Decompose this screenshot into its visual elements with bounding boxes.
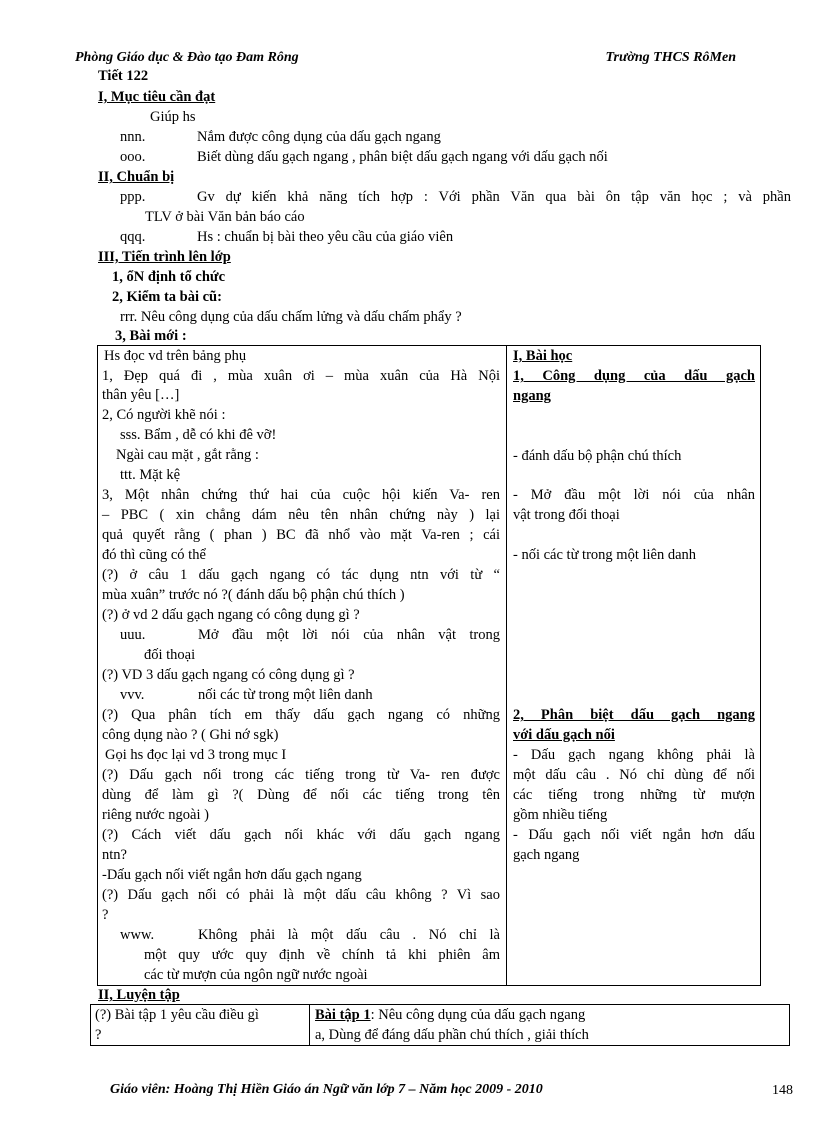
list-number: www. <box>120 927 155 943</box>
list-number: nnn. <box>120 129 146 145</box>
list-item: Nắm được công dụng của dấu gạch ngang <box>197 129 441 145</box>
table-line: - nối các từ trong một liên danh <box>513 547 697 563</box>
table-line: - Dấu gạch ngang không phải là <box>513 747 755 763</box>
table-line: Gọi hs đọc lại vd 3 trong mục I <box>105 747 287 763</box>
lesson-table <box>97 345 761 986</box>
section-1-intro: Giúp hs <box>150 109 196 125</box>
review-question: rrr. Nêu công dụng của dấu chấm lửng và dấu chấm phẩy ? <box>120 309 462 325</box>
table-line: thân yêu […] <box>102 387 180 403</box>
lesson-heading: I, Bài học <box>513 348 573 364</box>
list-item: Hs : chuẩn bị bài theo yêu cầu của giáo viên <box>197 229 454 245</box>
practice-table <box>90 1004 790 1046</box>
table-line: mùa xuân” trước nó ?( đánh dấu bộ phận chú thích ) <box>102 587 405 603</box>
table-line: các từ mượn của ngôn ngữ nước ngoài <box>144 967 368 983</box>
table-line: - đánh dấu bộ phận chú thích <box>513 448 682 464</box>
table-line: - Dấu gạch nối viết ngắn hơn dấu <box>513 827 755 843</box>
table-line: đó thì cũng có thể <box>102 547 206 563</box>
list-number: ooo. <box>120 149 146 165</box>
table-line: Không phải là một dấu câu . Nó chỉ là <box>198 927 500 943</box>
table-line: gồm nhiều tiếng <box>513 807 608 823</box>
table-line: a, Dùng để đáng dấu phần chú thích , giải thích <box>315 1027 589 1043</box>
table-line: nối các từ trong một liên danh <box>198 687 373 703</box>
table-line: – PBC ( xin chẳng dám nêu tên nhân chứng này ) lại <box>102 507 500 523</box>
table-line: 3, Một nhân chứng thứ hai của cuộc hội kiến Va- ren <box>102 487 500 503</box>
lesson-subheading: 1, Công dụng của dấu gạch <box>513 368 755 384</box>
list-number: qqq. <box>120 229 146 245</box>
lesson-subheading: với dấu gạch nối <box>513 727 615 743</box>
list-item-continuation: TLV ở bài Văn bản báo cáo <box>145 209 305 225</box>
list-number: uuu. <box>120 627 146 643</box>
table-line: dùng để làm gì ?( Dùng để nối các tiếng trong tên <box>102 787 500 803</box>
table-line: 1, Đẹp quá đi , mùa xuân ơi – mùa xuân của Hà Nội <box>102 368 500 384</box>
practice-title: II, Luyện tập <box>98 987 180 1003</box>
list-number: ppp. <box>120 189 146 205</box>
table-line: đối thoại <box>144 647 196 663</box>
teacher-student-activity-cell <box>98 346 507 986</box>
table-line: các tiếng trong những từ mượn <box>513 787 755 803</box>
lesson-subheading: ngang <box>513 388 551 404</box>
table-line: ttt. Mặt kệ <box>120 467 181 483</box>
table-line: vật trong đối thoại <box>513 507 620 523</box>
list-item: Gv dự kiến khả năng tích hợp : Với phần Văn qua bài ôn tập văn học ; và phần <box>197 189 791 205</box>
table-line: một quy ước quy định về chính tả khi phiên âm <box>144 947 500 963</box>
step-2: 2, Kiểm ta bài cũ: <box>112 289 222 305</box>
lesson-number: Tiết 122 <box>98 68 149 84</box>
table-line: (?) Dấu gạch nối có phải là một dấu câu không ? Vì sao <box>102 887 500 903</box>
section-3-title: III, Tiến trình lên lớp <box>98 249 231 265</box>
table-line: ntn? <box>102 847 127 863</box>
table-line: -Dấu gạch nối viết ngắn hơn dấu gạch ngang <box>102 867 362 883</box>
step-1: 1, ổN định tổ chức <box>112 269 226 285</box>
lesson-subheading: 2, Phân biệt dấu gạch ngang <box>513 707 755 723</box>
table-line: một dấu câu . Nó chỉ dùng để nối <box>513 767 755 783</box>
page-number: 148 <box>772 1083 793 1098</box>
practice-answer-cell <box>310 1005 790 1046</box>
table-line: ? <box>95 1027 102 1043</box>
table-line: riêng nước ngoài ) <box>102 807 209 823</box>
table-line: (?) VD 3 dấu gạch ngang có công dụng gì ? <box>102 667 355 683</box>
table-line: (?) Bài tập 1 yêu cầu điều gì <box>95 1007 259 1023</box>
step-3: 3, Bài mới : <box>115 328 187 344</box>
header-left: Phòng Giáo dục & Đào tạo Đam Rông <box>75 50 299 65</box>
table-line: Mở đầu một lời nói của nhân vật trong <box>198 627 500 643</box>
table-line: Ngài cau mặt , gắt rằng : <box>116 447 259 463</box>
exercise-label: Bài tập 1 <box>315 1007 371 1023</box>
table-line: ? <box>102 907 109 923</box>
header-right: Trường THCS RôMen <box>605 50 736 65</box>
table-line: 2, Có người khẽ nói : <box>102 407 226 423</box>
table-line: gạch ngang <box>513 847 580 863</box>
table-line: quả quyết rằng ( phan ) BC đã nhổ vào mặt Va-ren ; cái <box>102 527 500 543</box>
exercise-line <box>315 1006 585 1026</box>
table-line: - Mở đầu một lời nói của nhân <box>513 487 755 503</box>
table-line: Hs đọc vd trên bảng phụ <box>104 348 247 364</box>
table-line: (?) Qua phân tích em thấy dấu gạch ngang có những <box>102 707 500 723</box>
table-line: (?) ở vd 2 dấu gạch ngang có công dụng gì ? <box>102 607 360 623</box>
footer-text: Giáo viên: Hoàng Thị Hiền Giáo án Ngữ văn lớp 7 – Năm học 2009 - 2010 <box>110 1082 543 1097</box>
exercise-text: : Nêu công dụng của dấu gạch ngang <box>370 1007 586 1023</box>
section-2-title: II, Chuẩn bị <box>98 169 175 185</box>
list-number: vvv. <box>120 687 145 703</box>
table-line: (?) ở câu 1 dấu gạch ngang có tác dụng ntn với từ “ <box>102 567 500 583</box>
table-line: công dụng nào ? ( Ghi nớ sgk) <box>102 727 279 743</box>
list-item: Biết dùng dấu gạch ngang , phân biệt dấu gạch ngang với dấu gạch nối <box>197 149 608 165</box>
section-1-title: I, Mục tiêu cần đạt <box>98 89 216 105</box>
practice-question-cell <box>91 1005 310 1046</box>
table-line: sss. Bẩm , dễ có khi đê vỡ! <box>120 427 277 443</box>
table-line: (?) Cách viết dấu gạch nối khác với dấu gạch ngang <box>102 827 500 843</box>
table-line: (?) Dấu gạch nối trong các tiếng trong từ Va- ren được <box>102 767 500 783</box>
lesson-content-cell <box>507 346 761 986</box>
